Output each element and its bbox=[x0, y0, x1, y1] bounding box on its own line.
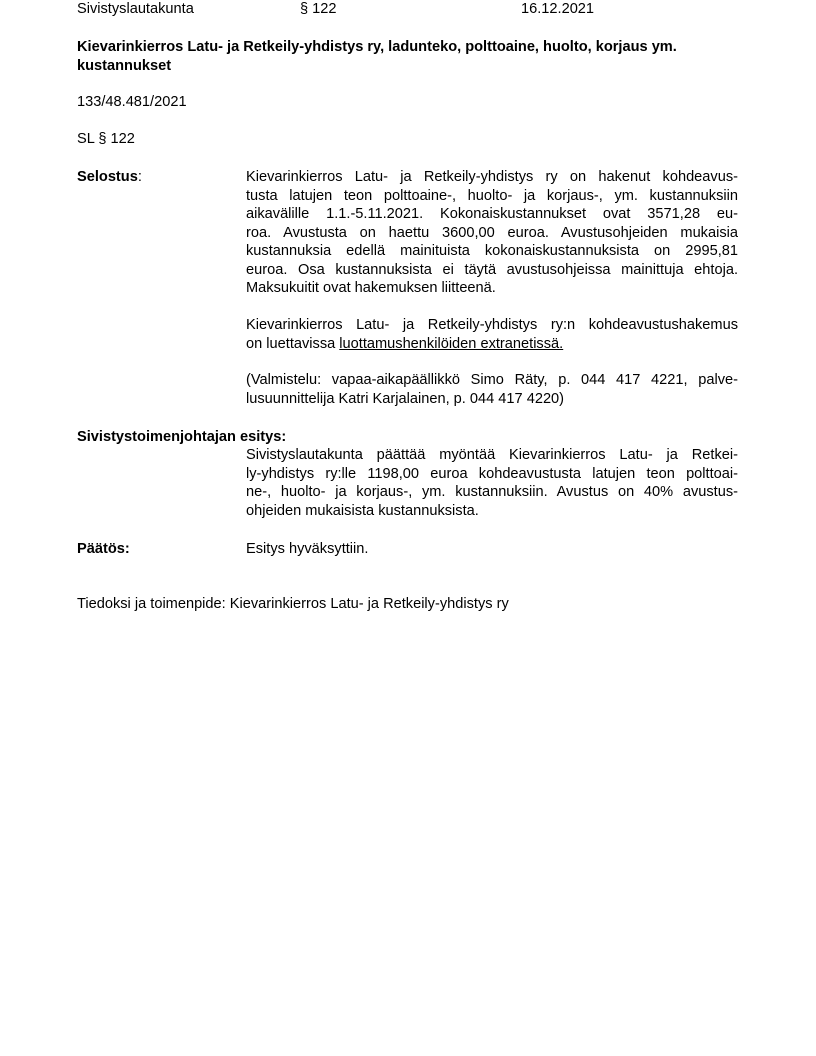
header-committee: Sivistyslautakunta bbox=[77, 1, 194, 17]
selostus-p1-line: roa. Avustusta on haettu 3600,00 euroa. Avustusohjeiden mukaisia bbox=[246, 224, 738, 241]
selostus-label-colon: : bbox=[137, 169, 142, 185]
tiedoksi-line: Tiedoksi ja toimenpide: Kievarinkierros Latu- ja Retkeily-yhdistys ry bbox=[77, 596, 509, 612]
selostus-p1-line: Kievarinkierros Latu- ja Retkeily-yhdistys ry on hakenut kohdeavus- bbox=[246, 169, 738, 185]
selostus-paragraph-2 bbox=[246, 316, 738, 353]
esitys-line: ly-yhdistys ry:lle 1198,00 euroa kohdeavustusta latujen teon polttoai- bbox=[246, 465, 738, 482]
selostus-p1-line: tusta latujen teon polttoaine-, huolto- ja korjaus-, ym. kustannuksiin bbox=[246, 187, 738, 204]
selostus-paragraph-3 bbox=[246, 371, 738, 408]
document-title-line2: kustannukset bbox=[77, 58, 172, 74]
esitys-line: ohjeiden mukaisista kustannuksista. bbox=[246, 502, 479, 519]
paatos-text: Esitys hyväksyttiin. bbox=[246, 541, 369, 557]
selostus-p2-line bbox=[246, 335, 738, 354]
selostus-p1-line: Maksukuitit ovat hakemuksen liitteenä. bbox=[246, 280, 496, 296]
esitys-paragraph bbox=[246, 446, 738, 520]
selostus-p1-line: kustannuksia edellä mainituista kokonaiskustannuksista on 2995,81 bbox=[246, 243, 738, 259]
paatos-label: Päätös: bbox=[77, 541, 130, 557]
esitys-line: ne-, huolto- ja korjaus-, ym. kustannuksiin. Avustus on 40% avustus- bbox=[246, 484, 738, 500]
selostus-paragraph-1 bbox=[246, 168, 738, 298]
header-section-number: § 122 bbox=[300, 1, 337, 17]
document-title-line1: Kievarinkierros Latu- ja Retkeily-yhdistys ry, ladunteko, polttoaine, huolto, korjaus ym. bbox=[77, 39, 677, 55]
selostus-label bbox=[77, 168, 142, 187]
valmistelu-line: (Valmistelu: vapaa-aikapäällikkö Simo Räty, p. 044 417 4221, palve- bbox=[246, 372, 738, 388]
selostus-p1-line: aikavälille 1.1.-5.11.2021. Kokonaiskustannukset ovat 3571,28 eu- bbox=[246, 206, 738, 222]
sl-reference: SL § 122 bbox=[77, 131, 135, 147]
esitys-label: Sivistystoimenjohtajan esitys: bbox=[77, 429, 287, 445]
record-number: 133/48.481/2021 bbox=[77, 94, 187, 110]
selostus-p2-line: Kievarinkierros Latu- ja Retkeily-yhdistys ry:n kohdeavustushakemus bbox=[246, 317, 738, 333]
selostus-label-text: Selostus bbox=[77, 169, 138, 185]
header-date: 16.12.2021 bbox=[521, 1, 595, 17]
valmistelu-line: lusuunnittelija Katri Karjalainen, p. 044 417 4220) bbox=[246, 390, 565, 407]
selostus-p2-prefix: on luettavissa bbox=[246, 335, 340, 352]
esitys-line: Sivistyslautakunta päättää myöntää Kievarinkierros Latu- ja Retkei- bbox=[246, 447, 738, 463]
extranet-link[interactable]: luottamushenkilöiden extranetissä. bbox=[339, 335, 564, 352]
selostus-p1-line: euroa. Osa kustannuksista ei täytä avustusohjeissa mainittuja ehtoja. bbox=[246, 261, 738, 278]
